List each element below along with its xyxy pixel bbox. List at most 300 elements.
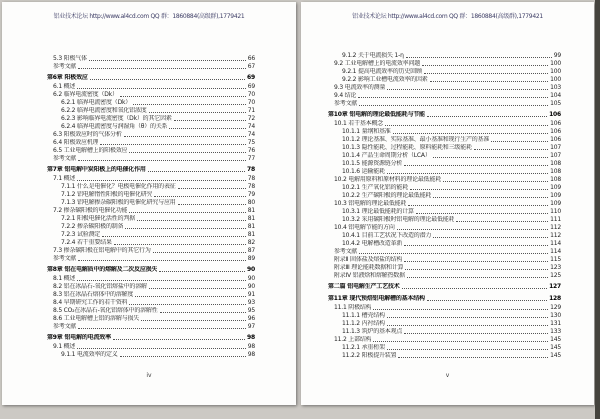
toc-entry-title: 5.3 阳极气体 — [53, 55, 87, 62]
dot-leader — [129, 152, 245, 153]
toc-entry — [47, 323, 255, 331]
toc-entry-title: 7.2 掺杂碳阳极的电催化功能 — [53, 207, 128, 214]
toc-entry-page-number: 66 — [247, 55, 255, 62]
toc-entry-page-number: 109 — [550, 184, 561, 191]
toc-entry-page-number: 91 — [247, 291, 255, 298]
dot-leader — [387, 89, 548, 90]
toc-entry — [328, 184, 561, 192]
toc-entry-page-number: 81 — [247, 215, 255, 222]
toc-entry — [47, 91, 255, 99]
dot-leader — [430, 81, 549, 82]
dot-leader — [404, 245, 548, 246]
toc-entry-page-number: 130 — [550, 312, 561, 319]
toc-entry-title: 9.2.2 影响工业槽电流效率的因素 — [342, 76, 428, 83]
toc-entry-page-number: 106 — [550, 136, 561, 143]
dot-leader — [133, 104, 246, 105]
dot-leader — [427, 300, 547, 301]
toc-entry — [47, 239, 255, 247]
toc-entry-title: 10.2.1 生产氧化铝的能耗 — [342, 184, 408, 191]
toc-entry-title: 8.2 铝在冰晶石-氧化铝熔盐中的溶解 — [53, 283, 147, 290]
toc-entry — [328, 68, 561, 76]
dot-leader — [359, 105, 548, 106]
toc-entry — [328, 160, 561, 168]
toc-entry-title: 6.4 阳极效应机理 — [53, 139, 99, 146]
dot-leader — [402, 288, 548, 289]
toc-entry-title: 6.3 阳极效应时的气体分析 — [53, 131, 122, 138]
toc-list-left — [47, 55, 255, 359]
toc-entry-page-number: 76 — [247, 147, 255, 154]
toc-entry-title: 6.2.4 临界电流密度与润湿角（θ）的关系 — [61, 123, 168, 130]
toc-entry — [328, 256, 561, 264]
toc-entry-title: 7.1 概述 — [53, 175, 76, 182]
toc-entry-page-number: 108 — [550, 160, 561, 167]
toc-entry-title: 9.2 工业电解槽上的电流效率问题 — [334, 60, 421, 67]
toc-entry-page-number: 106 — [550, 120, 561, 127]
toc-entry-title: 8.4 早期研究工作的若干资料 — [53, 299, 128, 306]
toc-entry-page-number: 74 — [247, 131, 255, 138]
toc-entry-title: 11.1 阴极结构 — [334, 304, 372, 311]
dot-leader — [125, 228, 245, 229]
dot-leader — [405, 269, 548, 270]
dot-leader — [113, 339, 245, 340]
dot-leader — [424, 73, 548, 74]
dot-leader — [178, 204, 246, 205]
toc-entry-title: 10.1 若干基本概念 — [334, 120, 384, 127]
dot-leader — [129, 304, 245, 305]
toc-entry-title: 6.1 概述 — [53, 83, 76, 90]
dot-leader — [373, 341, 548, 342]
toc-entry — [47, 351, 255, 359]
toc-entry-page-number: 129 — [550, 304, 561, 311]
toc-entry — [328, 336, 561, 344]
toc-entry — [328, 92, 561, 100]
toc-entry-page-number: 100 — [550, 76, 561, 83]
toc-entry — [47, 315, 255, 323]
toc-entry-page-number: 109 — [550, 200, 561, 207]
toc-entry — [328, 84, 561, 92]
toc-entry — [47, 139, 255, 147]
toc-entry-title: 8.1 概述 — [53, 275, 76, 282]
toc-entry-page-number: 145 — [550, 352, 561, 359]
forum-watermark-header: 铝业技术论坛 http://www.al4cd.com QQ 群：1860884(高级群),1779421 — [352, 13, 543, 20]
toc-entry-title: 第11章 现代预焙铝电解槽的基本结构 — [328, 295, 425, 302]
toc-entry-title: 11.2.2 阳极提升装置 — [342, 352, 397, 359]
dot-leader — [387, 325, 548, 326]
dot-leader — [153, 252, 246, 253]
toc-entry-page-number: 80 — [247, 199, 255, 206]
toc-entry-title: 9.1.1 电流效率的定义 — [61, 351, 118, 358]
toc-entry — [328, 208, 561, 216]
toc-entry-title: 10.1.6 运输能耗 — [342, 168, 385, 175]
toc-entry-title: 6.5 工业电解槽上的阳极效应 — [53, 147, 128, 154]
toc-entry — [47, 155, 255, 163]
toc-entry — [328, 128, 561, 136]
toc-entry — [328, 240, 561, 248]
toc-entry-page-number: 108 — [550, 176, 561, 183]
toc-entry-page-number: 145 — [550, 336, 561, 343]
toc-entry — [47, 291, 255, 299]
dot-leader — [78, 328, 246, 329]
dot-leader — [385, 125, 548, 126]
toc-entry-page-number: 99 — [553, 52, 561, 59]
toc-entry-page-number: 123 — [550, 264, 561, 271]
dot-leader — [120, 356, 246, 357]
toc-entry — [47, 207, 255, 215]
toc-entry-title: 第8章 铝在电解质中的熔解及二次反应损失 — [47, 266, 158, 273]
toc-entry-title: 9.3 电流效率的测量 — [334, 84, 386, 91]
dot-leader — [89, 60, 246, 61]
dot-leader — [124, 136, 246, 137]
dot-leader — [114, 244, 246, 245]
toc-entry — [328, 60, 561, 68]
dot-leader — [387, 349, 548, 350]
dot-leader — [359, 253, 548, 254]
toc-entry — [328, 328, 561, 336]
toc-entry — [47, 175, 255, 183]
toc-entry-title: 9.2.1 提高电流效率的历史回顾 — [342, 68, 422, 75]
toc-entry — [328, 264, 561, 272]
toc-entry-title: 第二篇 铝电解生产工艺技术 — [328, 283, 400, 290]
toc-entry-page-number: 98 — [247, 343, 255, 350]
toc-entry-page-number: 107 — [550, 152, 561, 159]
toc-entry — [47, 115, 255, 123]
toc-entry-page-number: 112 — [550, 224, 561, 231]
toc-entry — [47, 131, 255, 139]
toc-entry-page-number: 97 — [247, 323, 255, 330]
toc-entry-title: 10.3.1 理论最低能耗的计算 — [342, 208, 414, 215]
dot-leader — [78, 160, 246, 161]
toc-entry — [47, 55, 255, 63]
toc-entry-title: 10.1.5 能源资源链分析 — [342, 160, 403, 167]
dot-leader — [397, 229, 548, 230]
toc-entry-title: 7.1.1 什么是电催化？电极电催化作用的表征 — [61, 183, 176, 190]
toc-entry — [328, 352, 561, 360]
toc-entry — [47, 334, 255, 342]
toc-entry — [328, 272, 561, 280]
toc-entry-page-number: 82 — [247, 239, 255, 246]
dot-leader — [77, 88, 246, 89]
dot-leader — [422, 65, 548, 66]
toc-entry-title: 8.5 CO₂在冰晶石-氧化铝熔体中的溶解性 — [53, 307, 158, 314]
dot-leader — [427, 116, 547, 117]
dot-leader — [408, 205, 548, 206]
dot-leader — [149, 112, 246, 113]
toc-entry-page-number: 70 — [247, 91, 255, 98]
dot-leader — [406, 57, 552, 58]
toc-entry-title: 11.1.3 筑炉的基本观点 — [342, 328, 403, 335]
toc-entry — [328, 304, 561, 312]
toc-entry-title: 10.2 电解用原料和原材料的理论最低能耗 — [334, 176, 442, 183]
toc-entry-page-number: 109 — [550, 192, 561, 199]
dot-leader — [433, 157, 549, 158]
dot-leader — [102, 236, 246, 237]
toc-entry-title: 第7章 铝电解中炭阳极上的电催化作用 — [47, 166, 146, 173]
toc-entry-page-number: 71 — [247, 107, 255, 114]
dot-leader — [135, 296, 246, 297]
toc-entry-title: 参考文献 — [53, 323, 77, 330]
dot-leader — [78, 260, 246, 261]
dot-leader — [404, 333, 548, 334]
toc-entry-page-number: 145 — [550, 344, 561, 351]
toc-entry — [328, 216, 561, 224]
toc-entry-title: 附录Ⅱ 固体盐及熔盐的结构 — [334, 256, 403, 263]
toc-entry-title: 参考文献 — [53, 63, 77, 70]
toc-entry-title: 参考文献 — [53, 155, 77, 162]
toc-entry-page-number: 69 — [247, 83, 255, 90]
toc-entry — [328, 100, 561, 108]
toc-entry-title: 第10章 铝电解的理论最低能耗与节能 — [328, 111, 425, 118]
dot-leader — [137, 220, 246, 221]
toc-entry-title: 7.1.2 铝电解惰性阳极的电催化研究 — [61, 191, 153, 198]
toc-entry — [47, 83, 255, 91]
dot-leader — [410, 189, 548, 190]
toc-entry-page-number: 100 — [550, 68, 561, 75]
dot-leader — [141, 320, 246, 321]
toc-entry-page-number: 81 — [247, 207, 255, 214]
dot-leader — [474, 149, 548, 150]
toc-entry-title: 7.2.3 试验测定 — [61, 231, 101, 238]
dot-leader — [178, 188, 246, 189]
toc-entry-page-number: 77 — [247, 155, 255, 162]
dot-leader — [149, 288, 246, 289]
toc-entry-page-number: 95 — [247, 307, 255, 314]
toc-entry — [328, 200, 561, 208]
toc-entry-title: 10.4.1 目前工艺状况下改造的潜力 — [342, 232, 432, 239]
toc-entry-page-number: 104 — [550, 92, 561, 99]
toc-entry-title: 6.2.1 临界电流密度（Dk） — [61, 99, 132, 106]
toc-entry-title: 6.2 临界电流密度（Dk） — [53, 91, 118, 98]
toc-entry — [47, 107, 255, 115]
toc-entry — [328, 224, 561, 232]
dot-leader — [491, 141, 548, 142]
toc-entry-title: 10.1.1 量纲和基准 — [342, 128, 391, 135]
dot-leader — [148, 171, 245, 172]
toc-entry — [328, 76, 561, 84]
toc-entry-title: 第9章 铝电解的电流效率 — [47, 334, 111, 341]
dot-leader — [154, 196, 245, 197]
dot-leader — [90, 79, 245, 80]
toc-entry — [328, 120, 561, 128]
toc-entry-title: 10.2.2 生产碳阳极的理论最低能耗 — [342, 192, 432, 199]
dot-leader — [433, 237, 548, 238]
dot-leader — [120, 96, 246, 97]
toc-entry-page-number: 90 — [247, 266, 255, 273]
window-edge-bar — [595, 0, 600, 419]
toc-entry-page-number: 87 — [247, 247, 255, 254]
toc-entry-title: 参考文献 — [53, 255, 77, 262]
toc-entry-page-number: 78 — [247, 166, 255, 173]
toc-entry-title: 9.1 概述 — [53, 343, 76, 350]
toc-entry-title: 6.2.2 临界电流密度和氧化铝浓度 — [61, 107, 147, 114]
dot-leader — [358, 97, 548, 98]
dot-leader — [169, 128, 245, 129]
toc-entry-page-number: 107 — [550, 144, 561, 151]
toc-entry — [328, 111, 561, 119]
toc-entry-title: 6.2.3 影响临界电流密度（Dk）的其它因素 — [61, 115, 172, 122]
toc-entry — [47, 147, 255, 155]
dot-leader — [77, 180, 246, 181]
toc-entry-page-number: 72 — [247, 115, 255, 122]
toc-entry-page-number: 108 — [550, 168, 561, 175]
toc-entry — [328, 295, 561, 303]
toc-entry-title: 10.1.3 隐性能耗、过程能耗、原料能耗和三级能耗 — [342, 144, 472, 151]
toc-entry — [328, 312, 561, 320]
toc-entry-page-number: 69 — [247, 74, 255, 81]
toc-entry-title: 8.6 工业电解槽上铝的溶解与损失 — [53, 315, 140, 322]
toc-entry — [47, 275, 255, 283]
dot-leader — [160, 312, 246, 313]
dot-leader — [407, 277, 548, 278]
toc-entry-page-number: 127 — [549, 283, 561, 290]
toc-entry-title: 参考文献 — [334, 248, 358, 255]
dot-leader — [100, 144, 245, 145]
toc-entry-page-number: 114 — [550, 240, 561, 247]
dot-leader — [174, 120, 246, 121]
toc-entry — [47, 74, 255, 82]
toc-entry — [47, 123, 255, 131]
dot-leader — [456, 221, 548, 222]
toc-entry-page-number: 110 — [550, 208, 561, 215]
toc-entry-title: 10.1.2 理论基准、实际基准、最小基准和现行生产的基准 — [342, 136, 490, 143]
toc-entry — [328, 152, 561, 160]
dot-leader — [393, 133, 549, 134]
toc-entry-title: 9.4 结论 — [334, 92, 357, 99]
page-right — [301, 2, 594, 405]
toc-entry-title: 10.1.4 产品生命周期分析（LCA） — [342, 152, 431, 159]
toc-entry-page-number: 70 — [247, 99, 255, 106]
toc-entry — [47, 299, 255, 307]
toc-entry-page-number: 89 — [247, 255, 255, 262]
page-number-right: v — [445, 372, 450, 379]
toc-entry — [47, 199, 255, 207]
toc-entry-page-number: 90 — [247, 275, 255, 282]
dot-leader — [159, 271, 245, 272]
dot-leader — [129, 212, 245, 213]
toc-entry — [47, 63, 255, 71]
toc-entry-title: 8.3 铝在冰晶石熔体中的溶解度 — [53, 291, 134, 298]
toc-entry-page-number: 81 — [247, 223, 255, 230]
toc-entry-page-number: 106 — [549, 111, 561, 118]
toc-entry-title: 11.2.1 承重桁架 — [342, 344, 385, 351]
toc-entry — [47, 307, 255, 315]
toc-entry-page-number: 133 — [550, 328, 561, 335]
dot-leader — [433, 197, 548, 198]
dot-leader — [404, 165, 548, 166]
toc-entry-page-number: 98 — [247, 351, 255, 358]
toc-entry-title: 附录Ⅲ 理论能耗数据和计算 — [334, 264, 404, 271]
toc-entry-page-number: 67 — [247, 63, 255, 70]
toc-entry-page-number: 93 — [247, 299, 255, 306]
page-left — [2, 2, 296, 405]
toc-entry-title: 10.3.2 采用碳阳极时铝电解的理论最低能耗 — [342, 216, 455, 223]
toc-entry — [328, 344, 561, 352]
toc-entry — [47, 247, 255, 255]
toc-entry — [328, 52, 561, 60]
toc-entry-page-number: 78 — [247, 183, 255, 190]
dot-leader — [78, 68, 246, 69]
toc-entry — [47, 191, 255, 199]
toc-entry-page-number: 115 — [550, 256, 561, 263]
toc-entry-page-number: 112 — [550, 232, 561, 239]
toc-entry-page-number: 125 — [550, 272, 561, 279]
toc-entry — [47, 255, 255, 263]
dot-leader — [387, 317, 548, 318]
toc-entry-page-number: 90 — [247, 283, 255, 290]
toc-entry — [328, 192, 561, 200]
dot-leader — [77, 280, 246, 281]
toc-entry — [47, 231, 255, 239]
toc-entry-title: 10.4 铝电解节能的方向 — [334, 224, 395, 231]
page-number-left: iv — [146, 372, 152, 379]
forum-watermark-header: 铝业技术论坛 http://www.al4cd.com QQ 群：1860884(高级群),1779421 — [53, 13, 245, 20]
toc-entry-title: 7.3 掺杂碳阳极在铝电解中的其它行为 — [53, 247, 151, 254]
dot-leader — [373, 309, 548, 310]
toc-entry-title: 附录Ⅳ 铝液焓和熔解热数据 — [334, 272, 405, 279]
toc-entry-page-number: 111 — [550, 216, 561, 223]
toc-entry-page-number: 81 — [247, 231, 255, 238]
toc-entry — [328, 144, 561, 152]
toc-entry-page-number: 100 — [550, 60, 561, 67]
toc-entry-page-number: 98 — [247, 334, 255, 341]
toc-list-right — [328, 52, 561, 360]
toc-entry — [328, 320, 561, 328]
toc-entry — [47, 99, 255, 107]
toc-entry-page-number: 79 — [247, 191, 255, 198]
dot-leader — [416, 213, 548, 214]
toc-entry — [47, 266, 255, 274]
toc-entry-page-number: 106 — [550, 128, 561, 135]
toc-entry-page-number: 74 — [247, 123, 255, 130]
toc-entry-title: 10.3 铝电解的理论最低能耗 — [334, 200, 407, 207]
toc-entry — [47, 215, 255, 223]
toc-entry-title: 7.2.1 阳极电催化活性的判据 — [61, 215, 135, 222]
toc-entry — [328, 176, 561, 184]
toc-entry-title: 10.4.2 电解槽改造革新 — [342, 240, 403, 247]
dot-leader — [443, 181, 548, 182]
toc-entry — [328, 168, 561, 176]
toc-entry — [328, 283, 561, 291]
toc-entry-page-number: 105 — [550, 100, 561, 107]
toc-entry-page-number: 75 — [247, 139, 255, 146]
toc-entry — [47, 283, 255, 291]
toc-entry — [47, 166, 255, 174]
toc-entry-title: 11.2 上部结构 — [334, 336, 372, 343]
toc-entry-title: 7.1.3 铝电解掺杂碳阳极的电催化研究与应用 — [61, 199, 176, 206]
toc-entry-page-number: 131 — [550, 320, 561, 327]
toc-entry — [47, 343, 255, 351]
toc-entry-page-number: 103 — [550, 84, 561, 91]
toc-entry-page-number: 96 — [247, 315, 255, 322]
toc-entry — [328, 136, 561, 144]
toc-entry-title: 11.1.2 内衬结构 — [342, 320, 385, 327]
toc-entry — [47, 223, 255, 231]
toc-entry-title: 7.2.4 若干重要结果 — [61, 239, 112, 246]
toc-entry-title: 11.1.1 槽壳结构 — [342, 312, 385, 319]
toc-entry-page-number: 78 — [247, 175, 255, 182]
dot-leader — [387, 173, 548, 174]
toc-entry — [328, 248, 561, 256]
toc-entry-title: 参考文献 — [334, 100, 358, 107]
dot-leader — [398, 357, 548, 358]
toc-entry — [47, 183, 255, 191]
toc-entry-title: 第6章 阳极效应 — [47, 74, 88, 81]
toc-entry — [328, 232, 561, 240]
toc-entry-title: 9.1.2 关于电流损失 1-η — [342, 52, 404, 59]
dot-leader — [77, 348, 246, 349]
toc-entry-page-number: 114 — [550, 248, 561, 255]
dot-leader — [404, 261, 548, 262]
toc-entry-title: 7.2.2 掺杂碳阳极的制备 — [61, 223, 124, 230]
